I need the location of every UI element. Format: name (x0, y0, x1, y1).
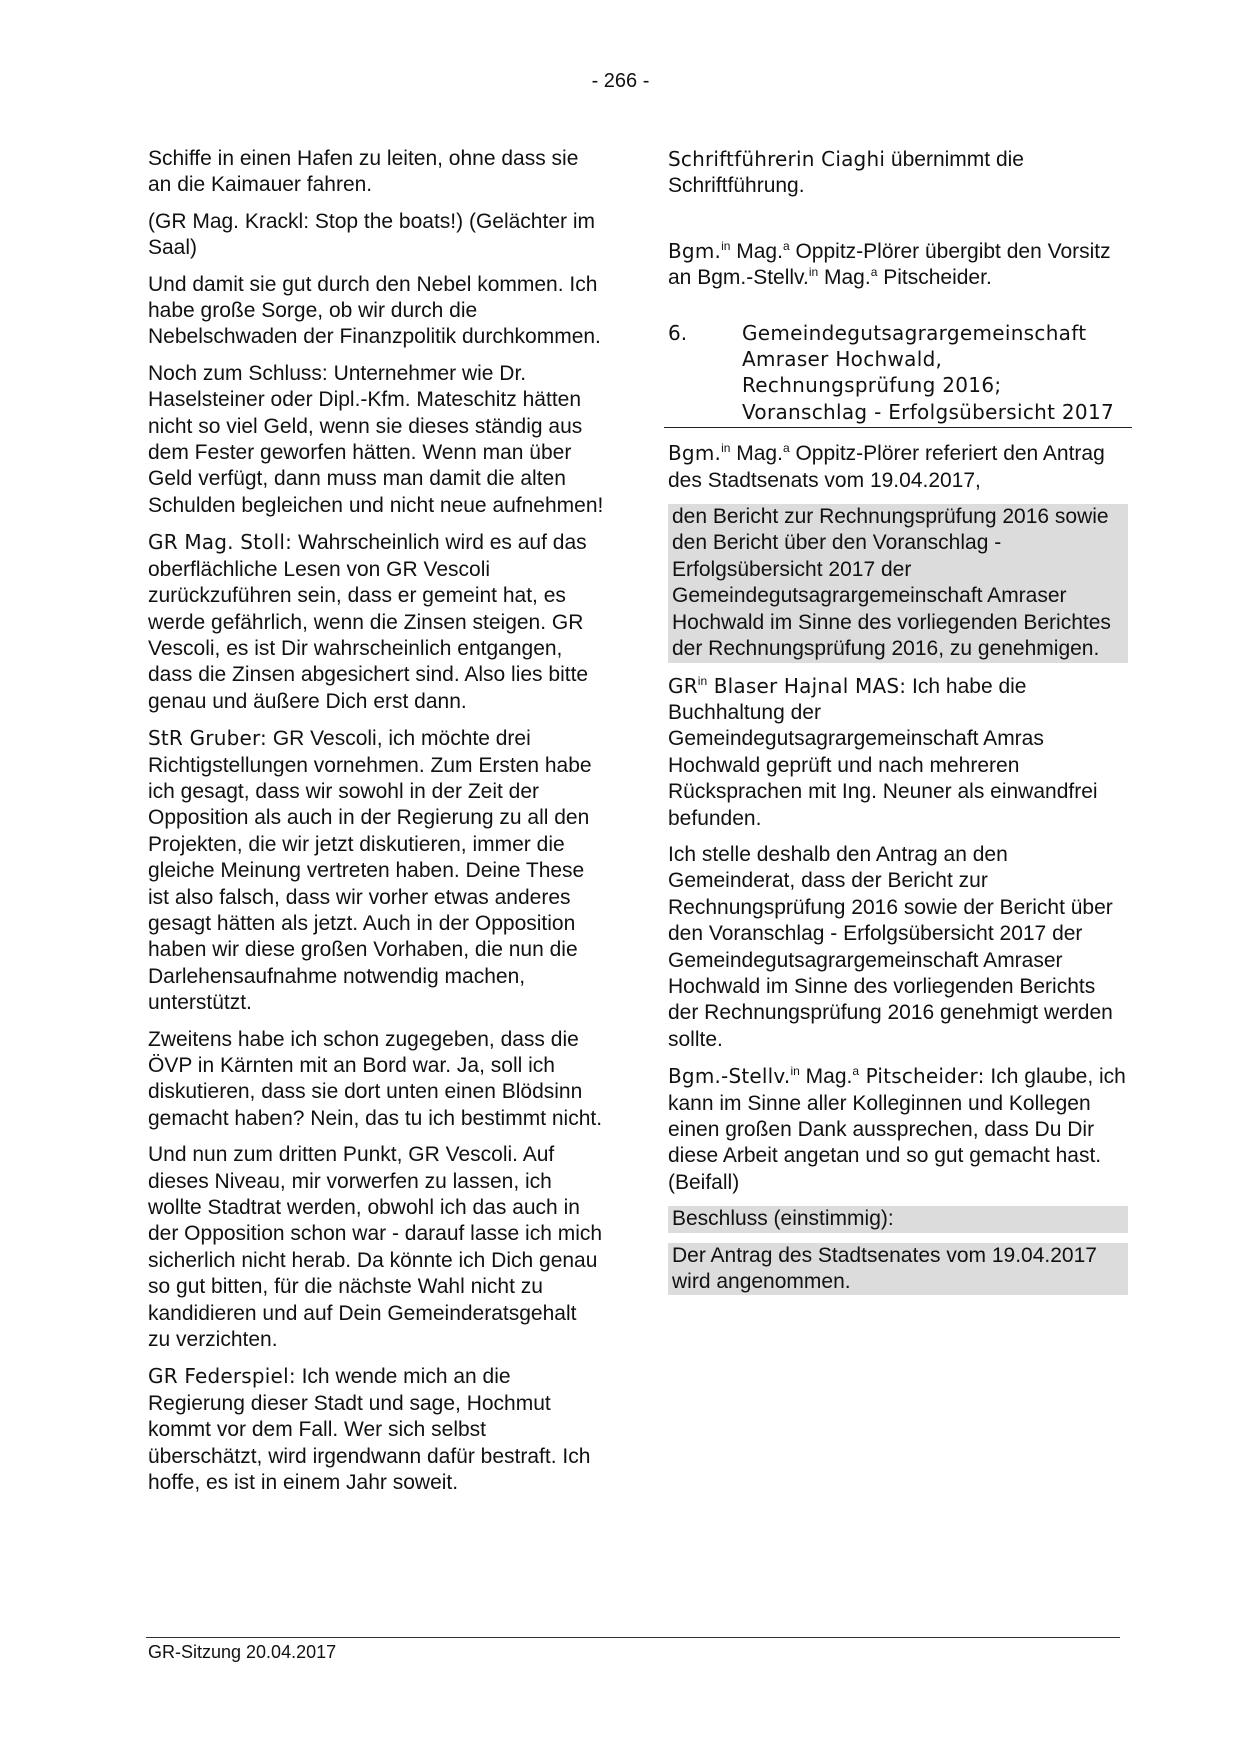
speech-text: referiert den Antrag des Stadtsenats vom 19.04.2017, (668, 442, 1105, 492)
speaker-name: Pitscheider: (859, 1064, 985, 1089)
speaker-title: Mag. (799, 1065, 853, 1089)
speaker-name: GR Mag. Stoll: (148, 530, 293, 555)
speaker-title: GR (668, 673, 698, 698)
speech-paragraph (668, 673, 1128, 832)
speech-text: übergibt den Vorsitz an Bgm.-Stellv. (668, 239, 1111, 290)
superscript: a (782, 238, 790, 253)
agenda-item-heading (664, 320, 1132, 429)
speech-paragraph (668, 238, 1128, 292)
speaker-title: Bgm. (668, 441, 722, 466)
speech-text: GR Vescoli, ich möchte drei Richtigstellungen vornehmen. Zum Ersten habe ich gesagt, dass wir sowohl in der Zeit der Opposition als auch in der Regierung zu all den Projekten, die wir jetzt diskutieren, immer die gleiche Meinung vertreten haben. Deine These ist also falsch, dass wir vorher etwas anderes gesagt hätten als jetzt. Auch in der Opposition haben wir diese großen Vorhaben, die nun die Darlehensaufnahme notwendig machen, unterstützt. (148, 727, 592, 1015)
speech-paragraph (668, 440, 1128, 494)
superscript: in (721, 238, 731, 253)
speech-paragraph (148, 529, 604, 715)
page-number: - 266 - (591, 70, 650, 92)
paragraph: Ich stelle deshalb den Antrag an den Gemeinderat, dass der Bericht zur Rechnungsprüfung 2016 sowie der Bericht über den Voranschlag - Erfolgsübersicht 2017 der Gemeindegutsagrargemeinschaft Amraser Hochwald im Sinne des vorliegenden Berichts der Rechnungsprüfung 2016 genehmigt werden sollte. (668, 842, 1113, 1051)
agenda-item-title: Gemeindegutsagrargemeinschaft Amraser Hochwald, Rechnungsprüfung 2016; Voranschlag - Erfolgsübersicht 2017 (742, 320, 1115, 424)
paragraph: Noch zum Schluss: Unternehmer wie Dr. Haselsteiner oder Dipl.-Kfm. Mateschitz hätten nicht so viel Geld, wenn sie dieses ständig aus dem Fester geworfen hätten. Wenn man über Geld verfügt, dann muss man damit die alten Schulden begleichen und nicht neue aufnehmen! (148, 361, 604, 517)
speech-text: Ich wende mich an die Regierung dieser Stadt und sage, Hochmut kommt vor dem Fall. Wer sich selbst überschätzt, wird irgendwann dafür bestraft. Ich hoffe, es ist in einem Jahr soweit. (148, 1365, 591, 1495)
speech-text: Ich habe die Buchhaltung der Gemeindegutsagrargemeinschaft Amras Hochwald geprüft und nach mehreren Rücksprachen mit Ing. Neuner als einwandfrei befunden. (668, 674, 1098, 830)
right-column (668, 146, 1128, 1305)
paragraph: (GR Mag. Krackl: Stop the boats!) (Gelächter im Saal) (148, 209, 595, 260)
speaker-name: Oppitz-Plörer (789, 442, 920, 466)
speaker-name: GR Federspiel: (148, 1364, 296, 1389)
speech-paragraph (668, 1063, 1128, 1196)
speech-text: Wahrscheinlich wird es auf das oberflächliche Lesen von GR Vescoli zurückzuführen sein, dass er gemeint hat, es werde gefährlich, wenn die Zinsen steigen. GR Vescoli, es ist Dir wahrscheinlich entgangen, dass die Zinsen abgesichert sind. Also lies bitte genau und äußere Dich erst dann. (148, 531, 589, 713)
speaker-title: Mag. (730, 239, 783, 263)
speaker-name: StR Gruber: (148, 726, 267, 751)
speaker-title: Bgm.-Stellv. (668, 1064, 791, 1089)
superscript: in (808, 265, 819, 280)
speech-paragraph (668, 146, 1128, 200)
speech-paragraph (148, 725, 604, 1016)
speech-text: Ich glaube, ich kann im Sinne aller Kolleginnen und Kollegen einen großen Dank aussprechen, dass Du Dir diese Arbeit angetan und so gut gemacht hast. (Beifall) (668, 1065, 1126, 1194)
speech-text: Pitscheider. (877, 266, 992, 290)
left-column (148, 146, 604, 1507)
agenda-item-number: 6. (668, 320, 688, 345)
speaker-title: Mag. (730, 442, 783, 466)
footer-divider (146, 1637, 1120, 1638)
speech-text: übernimmt die Schriftführung. (668, 148, 1024, 198)
paragraph: Schiffe in einen Hafen zu leiten, ohne dass sie an die Kaimauer fahren. (148, 147, 579, 197)
speaker-title: Bgm. (668, 238, 722, 263)
resolution-text: Der Antrag des Stadtsenates vom 19.04.2017 wird angenommen. (668, 1243, 1128, 1296)
superscript: a (852, 1064, 860, 1079)
speaker-name: Oppitz-Plörer (789, 239, 920, 263)
resolution-label: Beschluss (einstimmig): (668, 1206, 1128, 1232)
superscript: in (721, 441, 731, 456)
speech-text: Mag. (818, 266, 871, 290)
superscript: a (782, 441, 790, 456)
footer-session-date: GR-Sitzung 20.04.2017 (148, 1642, 337, 1662)
superscript: in (790, 1064, 800, 1079)
paragraph: Und damit sie gut durch den Nebel kommen. Ich habe große Sorge, ob wir durch die Nebelschwaden der Finanzpolitik durchkommen. (148, 272, 601, 349)
motion-text: den Bericht zur Rechnungsprüfung 2016 sowie den Bericht über den Voranschlag - Erfolgsübersicht 2017 der Gemeindegutsagrargemeinschaft Amraser Hochwald im Sinne des vorliegenden Berichtes der Rechnungsprüfung 2016, zu genehmigen. (668, 504, 1128, 662)
speaker-name: Schriftführerin Ciaghi (668, 147, 886, 171)
speech-paragraph (148, 1363, 604, 1496)
speaker-name: Blaser Hajnal MAS: (707, 673, 907, 698)
paragraph: Zweitens habe ich schon zugegeben, dass die ÖVP in Kärnten mit an Bord war. Ja, soll ich diskutieren, dass sie dort unten einen Blödsinn gemacht haben? Nein, das tu ich bestimmt nicht. (148, 1027, 603, 1130)
paragraph: Und nun zum dritten Punkt, GR Vescoli. Auf dieses Niveau, mir vorwerfen zu lassen, ich wollte Stadtrat werden, obwohl ich das auch in der Opposition schon war - darauf lasse ich mich sicherlich nicht herab. Da könnte ich Dich genau so gut bitten, für die nächste Wahl nicht zu kandidieren und auf Dein Gemeinderatsgehalt zu verzichten. (148, 1143, 603, 1352)
superscript: in (697, 673, 708, 688)
superscript: a (870, 265, 878, 280)
